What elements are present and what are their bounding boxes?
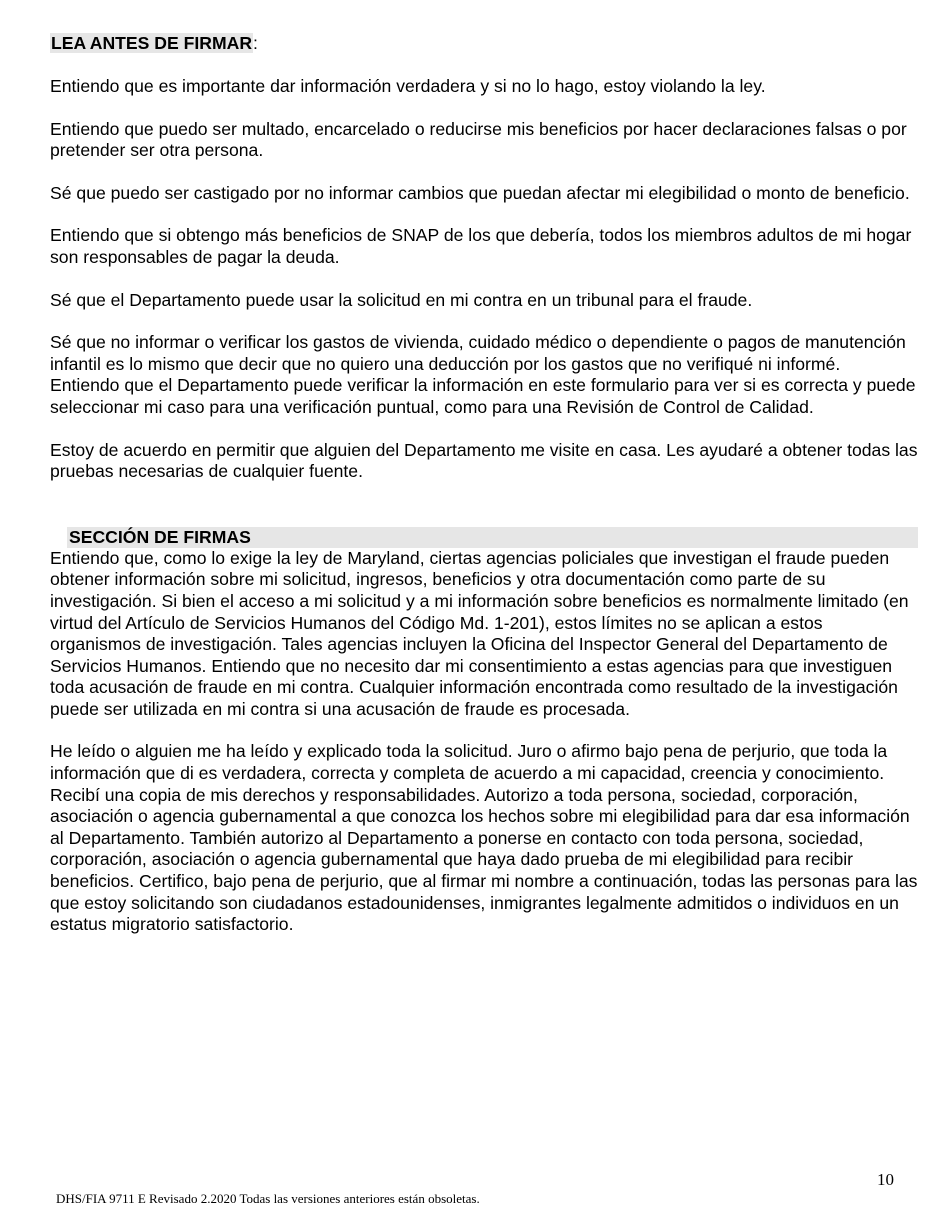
heading-colon: :	[253, 33, 258, 53]
heading-text: LEA ANTES DE FIRMAR	[51, 33, 253, 53]
form-footer: DHS/FIA 9711 E Revisado 2.2020 Todas las versiones anteriores están obsoletas.	[56, 1191, 480, 1206]
statement-paragraph: Entiendo que puedo ser multado, encarcelado o reducirse mis beneficios por hacer declaraciones falsas o por pretender ser otra persona.	[50, 118, 907, 161]
statement-paragraph: Entiendo que si obtengo más beneficios de SNAP de los que debería, todos los miembros adultos de mi hogar son responsables de pagar la deuda.	[50, 225, 912, 267]
signature-section-heading: SECCIÓN DE FIRMAS	[67, 527, 918, 548]
statement-paragraph: Entiendo que es importante dar información verdadera y si no lo hago, estoy violando la ley.	[50, 76, 766, 96]
statement-paragraph: Entiendo que el Departamento puede verificar la información en este formulario para ver si es correcta y puede seleccionar mi caso para una verificación puntual, como para una Revisión de Control de Calidad.	[50, 375, 916, 417]
signature-paragraph: Entiendo que, como lo exige la ley de Maryland, ciertas agencias policiales que investigan el fraude pueden obtener información sobre mi solicitud, ingresos, beneficios y otra documentación como parte de su investigación. Si bien el acceso a mi solicitud y a mi información sobre beneficios es normalmente limitado (en virtud del Artículo de Servicios Humanos del Código Md. 1-201), estos límites no se aplican a estos organismos de investigación. Tales agencias incluyen la Oficina del Inspector General del Departamento de Servicios Humanos. Entiendo que no necesito dar mi consentimiento a estas agencias para que investiguen toda acusación de fraude en mi contra. Cualquier información encontrada como resultado de la investigación puede ser utilizada en mi contra si una acusación de fraude es procesada.	[50, 547, 909, 719]
statement-paragraph: Sé que no informar o verificar los gastos de vivienda, cuidado médico o dependiente o pagos de manutención infantil es lo mismo que decir que no quiero una deducción por los gastos que no verifiqué ni informé.	[50, 332, 906, 374]
statement-paragraph: Sé que el Departamento puede usar la solicitud en mi contra en un tribunal para el fraude.	[50, 289, 753, 310]
read-before-signing-heading	[50, 33, 918, 55]
signature-paragraph: He leído o alguien me ha leído y explicado toda la solicitud. Juro o afirmo bajo pena de perjurio, que toda la información que di es verdadera, correcta y completa de acuerdo a mi capacidad, creencia y conocimiento. Recibí una copia de mis derechos y responsabilidades. Autorizo a toda persona, sociedad, corporación, asociación o agencia gubernamental a que conozca los hechos sobre mi elegibilidad para dar esa información al Departamento. También autorizo al Departamento a ponerse en contacto con toda persona, sociedad, corporación, asociación o agencia gubernamental que haya dado prueba de mi elegibilidad para recibir beneficios. Certifico, bajo pena de perjurio, que al firmar mi nombre a continuación, todas las personas para las que estoy solicitando son ciudadanos estadounidenses, inmigrantes legalmente admitidos o individuos en un estatus migratorio satisfactorio.	[50, 741, 918, 935]
document-page	[50, 33, 918, 957]
statement-paragraph: Sé que puedo ser castigado por no informar cambios que puedan afectar mi elegibilidad o monto de beneficio.	[50, 182, 910, 203]
page-number: 10	[877, 1170, 894, 1189]
statement-paragraph: Estoy de acuerdo en permitir que alguien del Departamento me visite en casa. Les ayudaré a obtener todas las pruebas necesarias de cualquier fuente.	[50, 439, 918, 482]
